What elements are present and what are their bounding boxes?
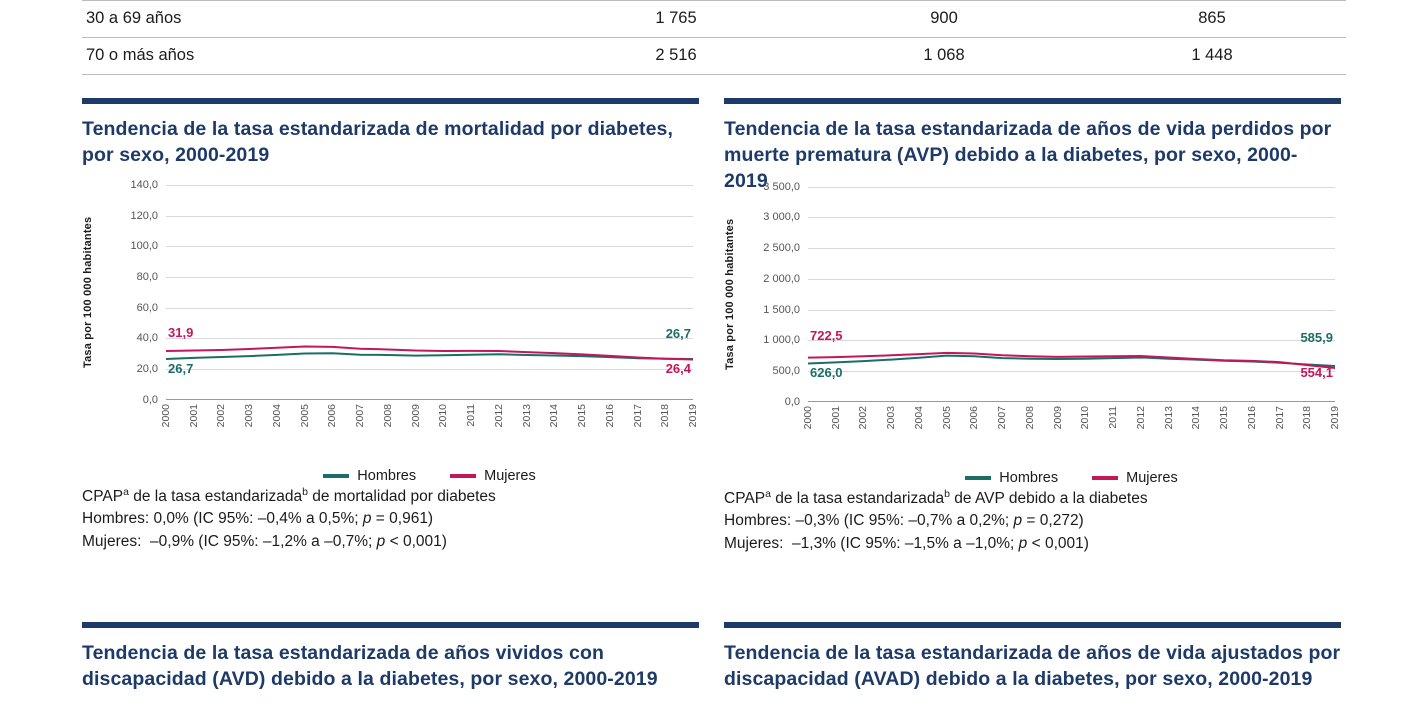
y-axis-ticks: [104, 178, 164, 406]
panel-mortalidad: [82, 98, 699, 553]
chart-avp: [724, 180, 1341, 486]
y-tick: 60,0: [136, 301, 158, 314]
panel-title: Tendencia de la tasa estandarizada de años de vida perdidos por muerte prematura (AVP) debido a la diabetes, por sexo, 2000-2019: [724, 118, 1332, 192]
x-tick: 2016: [603, 403, 616, 428]
x-tick: 2007: [996, 405, 1009, 430]
legend-label: Mujeres: [484, 467, 536, 484]
panel-rule: [724, 98, 1341, 104]
x-tick: 2019: [1329, 405, 1341, 430]
legend-label: Hombres: [999, 469, 1059, 486]
row-label: 70 o más años: [82, 38, 542, 75]
x-tick: 2006: [968, 405, 981, 430]
chart-legend: [166, 468, 693, 484]
chart-legend: [808, 470, 1335, 486]
y-tick: 1 000,0: [763, 334, 800, 347]
series-end-label: 585,9: [1300, 329, 1333, 345]
panel-rule: [82, 98, 699, 104]
x-axis-ticks: [160, 403, 699, 462]
row-total: 2 516: [542, 38, 810, 75]
x-tick: 2017: [1273, 405, 1286, 430]
series-start-label: 26,7: [168, 360, 194, 376]
x-tick: 2018: [1301, 405, 1314, 430]
legend-item-mujeres: [450, 468, 536, 484]
y-tick: 0,0: [142, 393, 158, 406]
x-tick: 2010: [1079, 405, 1092, 430]
y-tick: 3 000,0: [763, 211, 800, 224]
y-tick: 1 500,0: [763, 303, 800, 316]
age-group-table: [82, 0, 1346, 75]
row-men: 1 068: [810, 38, 1078, 75]
x-tick: 2000: [160, 403, 172, 428]
legend-item-hombres: [323, 468, 416, 484]
legend-item-mujeres: [1092, 470, 1178, 486]
x-tick: 2002: [215, 403, 228, 428]
legend-swatch-icon: [323, 474, 349, 478]
x-tick: 2010: [437, 403, 450, 428]
x-tick: 2017: [631, 403, 644, 428]
panel-avd: [82, 622, 699, 693]
x-tick: 2009: [409, 403, 422, 428]
plot-area: [808, 187, 1335, 402]
panel-avp: [724, 98, 1341, 555]
note-line-1: CPAP$^a$ de la tasa estandarizada$^b$ de mortalidad por diabetes: [82, 485, 496, 505]
x-tick: 2014: [548, 403, 561, 428]
x-tick: 2008: [381, 403, 394, 428]
x-tick: 2003: [243, 403, 256, 428]
y-tick: 500,0: [772, 365, 800, 378]
panel-title: Tendencia de la tasa estandarizada de años vividos con discapacidad (AVD) debido a la diabetes, por sexo, 2000-2019: [82, 642, 658, 690]
series-end-label: 554,1: [1300, 364, 1333, 380]
legend-label: Mujeres: [1126, 469, 1178, 486]
y-tick: 40,0: [136, 332, 158, 345]
table-row: [82, 1, 1346, 38]
row-women: 865: [1078, 1, 1346, 38]
series-start-label: 626,0: [810, 364, 843, 380]
x-tick: 2011: [1107, 405, 1120, 429]
series-end-label: 26,7: [665, 325, 691, 341]
x-tick: 2001: [187, 403, 200, 428]
x-tick: 2015: [1218, 405, 1231, 430]
y-tick: 3 500,0: [763, 180, 800, 193]
series-end-label: 26,4: [665, 360, 691, 376]
x-tick: 2016: [1245, 405, 1258, 430]
note-line-2: Hombres: 0,0% (IC 95%: –0,4% a 0,5%; p = 0,961): [82, 510, 434, 528]
y-axis-label: Tasa por 100 000 habitantes: [724, 218, 736, 370]
y-tick: 20,0: [136, 363, 158, 376]
x-tick: 2012: [1134, 405, 1147, 430]
x-tick: 2004: [912, 405, 925, 430]
panel-rule: [82, 622, 699, 628]
legend-label: Hombres: [357, 467, 417, 484]
row-women: 1 448: [1078, 38, 1346, 75]
y-axis-label: Tasa por 100 000 habitantes: [82, 216, 94, 369]
x-tick: 2005: [940, 405, 953, 430]
x-tick: 2002: [857, 405, 870, 430]
x-tick: 2003: [885, 405, 898, 430]
y-tick: 0,0: [784, 395, 800, 408]
panel-avad: [724, 622, 1341, 693]
panel-title: Tendencia de la tasa estandarizada de años de vida ajustados por discapacidad (AVAD) debido a la diabetes, por sexo, 2000-2019: [724, 642, 1341, 690]
series-start-label: 722,5: [810, 327, 843, 343]
panel-rule: [724, 622, 1341, 628]
y-tick: 2 000,0: [763, 272, 800, 285]
panel-title: Tendencia de la tasa estandarizada de mortalidad por diabetes, por sexo, 2000-2019: [82, 118, 674, 166]
x-tick: 2013: [1162, 405, 1175, 430]
note-line-2: Hombres: –0,3% (IC 95%: –0,7% a 0,2%; p = 0,272): [724, 512, 1084, 530]
x-tick: 2009: [1051, 405, 1064, 430]
legend-swatch-icon: [450, 474, 476, 478]
panel-notes: [724, 487, 1341, 556]
row-label: 30 a 69 años: [82, 1, 542, 38]
x-tick: 2011: [465, 403, 478, 427]
chart-mortalidad: [82, 178, 699, 484]
note-line-3: Mujeres: –0,9% (IC 95%: –1,2% a –0,7%; p < 0,001): [82, 532, 447, 550]
y-tick: 100,0: [130, 240, 158, 253]
x-tick: 2019: [687, 403, 699, 428]
panel-notes: [82, 485, 699, 554]
x-tick: 2000: [802, 405, 814, 430]
note-line-1: CPAP$^a$ de la tasa estandarizada$^b$ de AVP debido a la diabetes: [724, 487, 1148, 507]
y-tick: 140,0: [130, 178, 158, 191]
legend-swatch-icon: [965, 476, 991, 480]
x-tick: 2006: [326, 403, 339, 428]
table-row: [82, 38, 1346, 75]
y-tick: 2 500,0: [763, 242, 800, 255]
x-tick: 2013: [520, 403, 533, 428]
x-tick: 2008: [1023, 405, 1036, 430]
note-line-3: Mujeres: –1,3% (IC 95%: –1,5% a –1,0%; p < 0,001): [724, 534, 1089, 552]
series-start-label: 31,9: [168, 324, 194, 340]
x-tick: 2015: [576, 403, 589, 428]
x-tick: 2005: [298, 403, 311, 428]
series-lines: [166, 185, 693, 400]
x-tick: 2004: [270, 403, 283, 428]
row-men: 900: [810, 1, 1078, 38]
x-tick: 2007: [354, 403, 367, 428]
y-tick: 80,0: [136, 270, 158, 283]
x-tick: 2001: [829, 405, 842, 430]
series-lines: [808, 187, 1335, 402]
row-total: 1 765: [542, 1, 810, 38]
legend-item-hombres: [965, 470, 1058, 486]
y-axis-ticks: [746, 180, 806, 408]
x-tick: 2012: [492, 403, 505, 428]
x-tick: 2018: [659, 403, 672, 428]
plot-area: [166, 185, 693, 400]
y-tick: 120,0: [130, 209, 158, 222]
x-tick: 2014: [1190, 405, 1203, 430]
legend-swatch-icon: [1092, 476, 1118, 480]
x-axis-ticks: [802, 405, 1341, 464]
